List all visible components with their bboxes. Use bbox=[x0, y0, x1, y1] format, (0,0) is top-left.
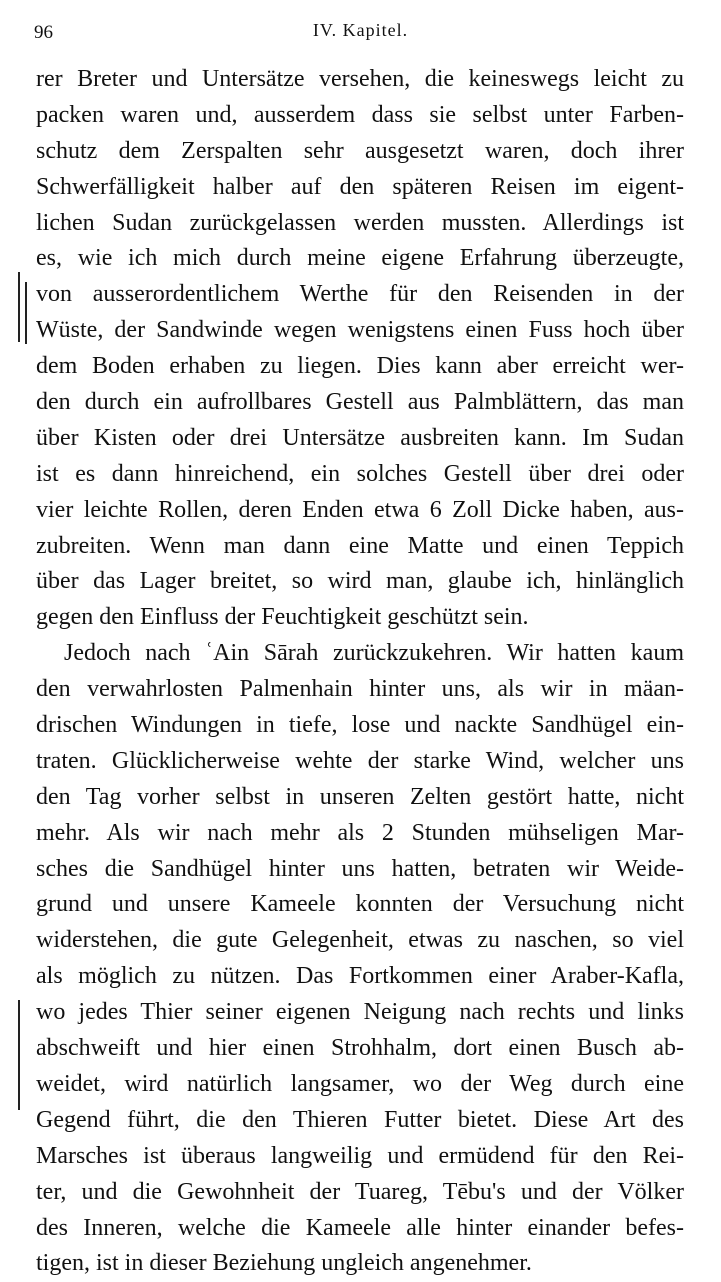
text-line: gegen den Einfluss der Feuchtigkeit geschützt sein. bbox=[36, 604, 529, 631]
text-line: den durch ein aufrollbares Gestell aus Palmblättern, das man bbox=[36, 389, 684, 416]
text-line: Schwerfälligkeit halber auf den späteren Reisen im eigent- bbox=[36, 173, 684, 200]
text-line: über Kisten oder drei Untersätze ausbreiten kann. Im Sudan bbox=[36, 424, 684, 451]
text-line: ist es dann hinreichend, ein solches Gestell über drei oder bbox=[36, 460, 684, 487]
text-line: mehr. Als wir nach mehr als 2 Stunden mühseligen Mar- bbox=[36, 819, 684, 846]
text-line: dem Boden erhaben zu liegen. Dies kann aber erreicht wer- bbox=[36, 353, 684, 380]
margin-mark bbox=[18, 272, 20, 342]
text-line: über das Lager breitet, so wird man, glaube ich, hinlänglich bbox=[36, 568, 684, 595]
text-line: packen waren und, ausserdem dass sie selbst unter Farben- bbox=[36, 101, 684, 128]
text-line: drischen Windungen in tiefe, lose und nackte Sandhügel ein- bbox=[36, 712, 684, 739]
text-line: sches die Sandhügel hinter uns hatten, betraten wir Weide- bbox=[36, 855, 684, 882]
text-line: vier leichte Rollen, deren Enden etwa 6 Zoll Dicke haben, aus- bbox=[36, 496, 684, 523]
text-line: widerstehen, die gute Gelegenheit, etwas zu naschen, so viel bbox=[36, 927, 684, 954]
text-line: Jedoch nach ʿAin Sārah zurückzukehren. Wir hatten kaum bbox=[64, 640, 684, 667]
text-line: lichen Sudan zurückgelassen werden mussten. Allerdings ist bbox=[36, 209, 684, 236]
margin-mark bbox=[18, 1000, 20, 1110]
text-line: als möglich zu nützen. Das Fortkommen einer Araber-Kafla, bbox=[36, 963, 684, 990]
text-line: wo jedes Thier seiner eigenen Neigung nach rechts und links bbox=[36, 999, 684, 1026]
text-line: ter, und die Gewohnheit der Tuareg, Tēbu's und der Völker bbox=[36, 1178, 684, 1205]
text-line: weidet, wird natürlich langsamer, wo der Weg durch eine bbox=[36, 1070, 684, 1097]
text-line: des Inneren, welche die Kameele alle hinter einander befes- bbox=[36, 1214, 684, 1241]
text-line: von ausserordentlichem Werthe für den Reisenden in der bbox=[36, 281, 684, 308]
text-line: rer Breter und Untersätze versehen, die keineswegs leicht zu bbox=[36, 66, 684, 92]
text-line: Marsches ist überaus langweilig und ermüdend für den Rei- bbox=[36, 1142, 684, 1169]
text-line: grund und unsere Kameele konnten der Versuchung nicht bbox=[36, 891, 684, 918]
margin-mark bbox=[25, 282, 27, 344]
text-line: Wüste, der Sandwinde wegen wenigstens einen Fuss hoch über bbox=[36, 317, 684, 344]
chapter-heading: IV. Kapitel. bbox=[312, 20, 409, 40]
text-line: traten. Glücklicherweise wehte der starke Wind, welcher uns bbox=[36, 747, 684, 774]
text-line: den Tag vorher selbst in unseren Zelten gestört hatte, nicht bbox=[36, 783, 684, 810]
text-line: es, wie ich mich durch meine eigene Erfahrung überzeugte, bbox=[36, 245, 684, 272]
page-number: 96 bbox=[34, 22, 53, 43]
text-line: abschweift und hier einen Strohhalm, dort einen Busch ab- bbox=[36, 1035, 684, 1062]
body-text bbox=[36, 62, 684, 1282]
text-line: schutz dem Zerspalten sehr ausgesetzt waren, doch ihrer bbox=[36, 137, 684, 164]
text-line: den verwahrlosten Palmenhain hinter uns, als wir in mäan- bbox=[36, 676, 684, 703]
text-line: tigen, ist in dieser Beziehung ungleich angenehmer. bbox=[36, 1250, 532, 1277]
text-line: zubreiten. Wenn man dann eine Matte und einen Teppich bbox=[36, 532, 684, 559]
text-line: Gegend führt, die den Thieren Futter bietet. Diese Art des bbox=[36, 1106, 684, 1133]
